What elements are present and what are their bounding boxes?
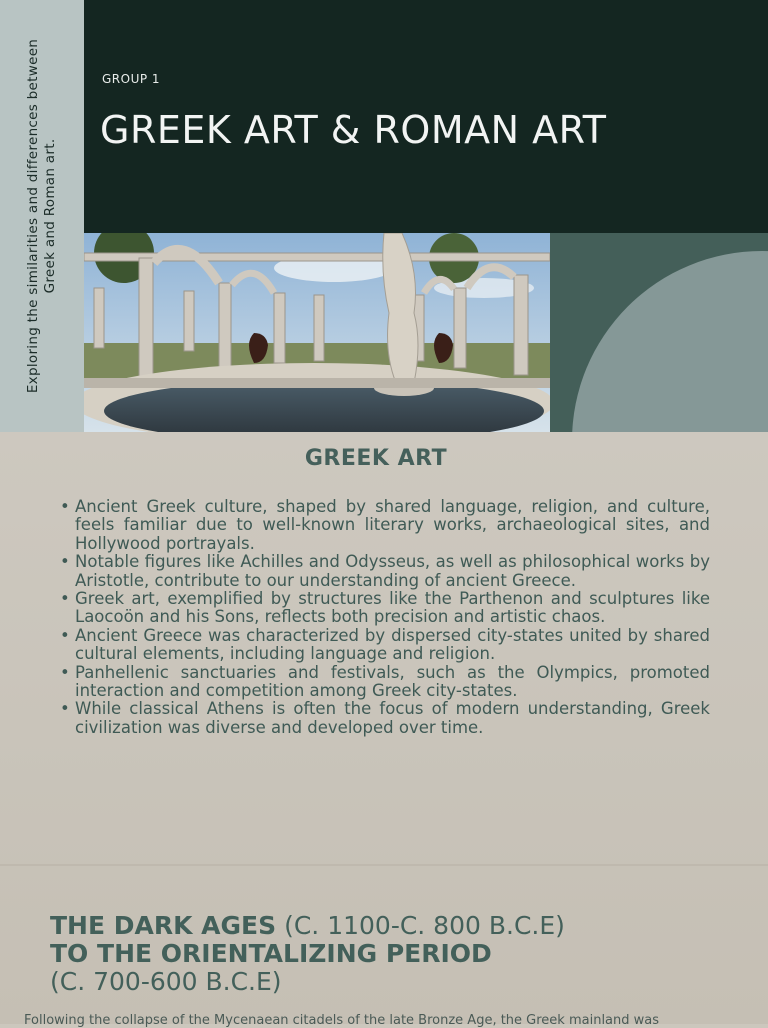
greek-art-heading: GREEK ART [304, 446, 448, 471]
dark-ages-body: Following the collapse of the Mycenaean citadels of the late Bronze Age, the Greek mainland was [24, 1013, 660, 1028]
bullet-item: • While classical Athens is often the focus of modern understanding, Greek civilization was diverse and developed over time. [58, 700, 710, 737]
greek-art-bullets [58, 498, 710, 737]
bullet-item: • Ancient Greece was characterized by dispersed city-states united by shared cultural elements, including language and religion. [58, 627, 710, 664]
page-title: GREEK ART & ROMAN ART [100, 108, 607, 152]
decorative-panel [550, 233, 768, 432]
orientalizing-title: TO THE ORIENTALIZING PERIOD [50, 939, 492, 968]
sidebar-panel [0, 0, 84, 432]
bullet-item: • Greek art, exemplified by structures like the Parthenon and sculptures like Laocoön and his Sons, reflects both precision and artistic chaos. [58, 590, 710, 627]
bullet-item: • Ancient Greek culture, shaped by shared language, religion, and culture, feels familiar due to well-known literary works, archaeological sites, and Hollywood portrayals. [58, 498, 710, 553]
colonnade-photo [84, 233, 550, 432]
section-divider [0, 864, 768, 866]
header-banner [84, 0, 768, 233]
dark-ages-dates: (C. 1100-C. 800 B.C.E) [276, 911, 565, 940]
dark-ages-heading [50, 912, 750, 996]
group-label: GROUP 1 [102, 72, 161, 86]
colonnade-illustration [84, 233, 550, 432]
decorative-circle [572, 251, 768, 432]
dark-ages-title: THE DARK AGES [50, 911, 277, 940]
bullet-item: • Notable figures like Achilles and Odysseus, as well as philosophical works by Aristotle, contribute to our understanding of ancient Greece. [58, 553, 710, 590]
bullet-item: • Panhellenic sanctuaries and festivals, such as the Olympics, promoted interaction and competition among Greek city-states. [58, 664, 710, 701]
sidebar-tagline: Exploring the similarities and differences between Greek and Roman art. [25, 38, 58, 394]
orientalizing-dates: (C. 700-600 B.C.E) [50, 967, 282, 996]
